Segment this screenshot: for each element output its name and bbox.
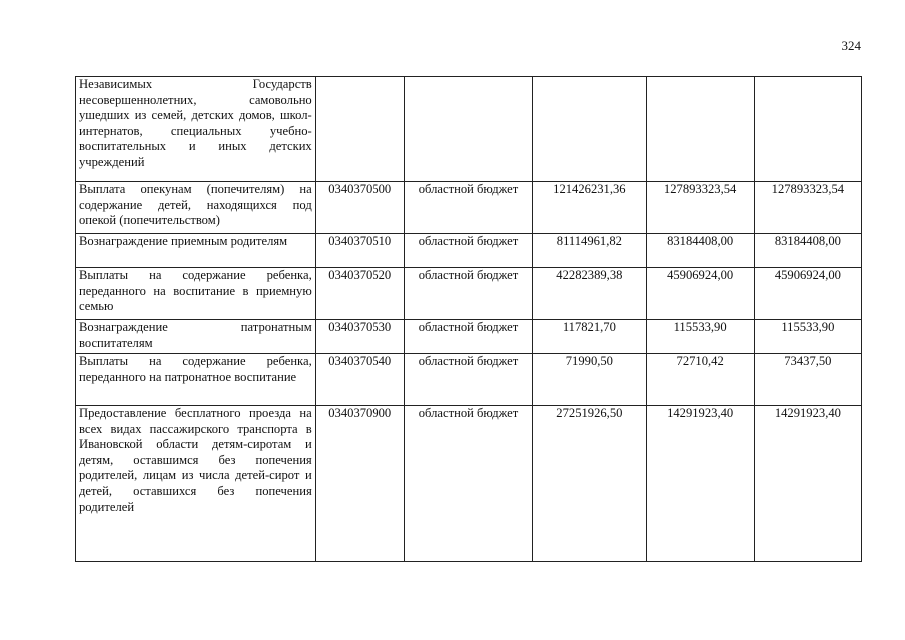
row-value-2-cell: 14291923,40 — [646, 406, 754, 562]
row-value-3-cell: 83184408,00 — [754, 234, 861, 268]
row-code-cell: 0340370900 — [315, 406, 404, 562]
row-value-1-cell: 117821,70 — [533, 320, 646, 354]
table-row — [76, 77, 862, 182]
table-row — [76, 320, 862, 354]
row-code-cell: 0340370540 — [315, 354, 404, 406]
page-number: 324 — [841, 38, 861, 53]
row-value-2-cell: 72710,42 — [646, 354, 754, 406]
row-value-3-cell — [754, 77, 861, 182]
row-value-2-cell: 127893323,54 — [646, 182, 754, 234]
row-code-cell: 0340370530 — [315, 320, 404, 354]
row-source-cell — [404, 77, 532, 182]
table-row — [76, 182, 862, 234]
row-source-cell: областной бюджет — [404, 234, 532, 268]
row-value-1-cell: 42282389,38 — [533, 268, 646, 320]
row-name-cell: Независимых Государств несовершеннолетних, самовольно ушедших из семей, детских домов, школ-интернатов, специальных учебно-воспитательных и иных детских учреждений — [76, 77, 316, 182]
row-source-cell: областной бюджет — [404, 354, 532, 406]
row-name-cell: Выплаты на содержание ребенка, переданного на воспитание в приемную семью — [76, 268, 316, 320]
row-source-cell: областной бюджет — [404, 406, 532, 562]
row-value-1-cell: 121426231,36 — [533, 182, 646, 234]
row-value-3-cell: 45906924,00 — [754, 268, 861, 320]
table-row — [76, 354, 862, 406]
table-row — [76, 406, 862, 562]
row-name-cell: Вознаграждение приемным родителям — [76, 234, 316, 268]
row-value-1-cell: 71990,50 — [533, 354, 646, 406]
row-value-1-cell: 81114961,82 — [533, 234, 646, 268]
row-value-2-cell: 115533,90 — [646, 320, 754, 354]
row-name-cell: Выплаты на содержание ребенка, переданного на патронатное воспитание — [76, 354, 316, 406]
row-value-3-cell: 115533,90 — [754, 320, 861, 354]
row-value-2-cell — [646, 77, 754, 182]
table-row — [76, 268, 862, 320]
row-code-cell — [315, 77, 404, 182]
row-name-cell: Вознаграждение патронатным воспитателям — [76, 320, 316, 354]
row-value-3-cell: 127893323,54 — [754, 182, 861, 234]
row-name-cell: Выплата опекунам (попечителям) на содержание детей, находящихся под опекой (попечительством) — [76, 182, 316, 234]
row-source-cell: областной бюджет — [404, 182, 532, 234]
table-row — [76, 234, 862, 268]
row-code-cell: 0340370510 — [315, 234, 404, 268]
row-source-cell: областной бюджет — [404, 268, 532, 320]
row-value-1-cell — [533, 77, 646, 182]
row-code-cell: 0340370520 — [315, 268, 404, 320]
row-value-2-cell: 45906924,00 — [646, 268, 754, 320]
row-value-3-cell: 14291923,40 — [754, 406, 861, 562]
row-value-1-cell: 27251926,50 — [533, 406, 646, 562]
budget-table — [75, 76, 862, 562]
row-value-3-cell: 73437,50 — [754, 354, 861, 406]
row-code-cell: 0340370500 — [315, 182, 404, 234]
row-source-cell: областной бюджет — [404, 320, 532, 354]
row-name-cell: Предоставление бесплатного проезда на всех видах пассажирского транспорта в Ивановской области детям-сиротам и детям, оставшимся без попечения родителей, лицам из числа детей-сирот и детей, оставшихся без попечения родителей — [76, 406, 316, 562]
row-value-2-cell: 83184408,00 — [646, 234, 754, 268]
